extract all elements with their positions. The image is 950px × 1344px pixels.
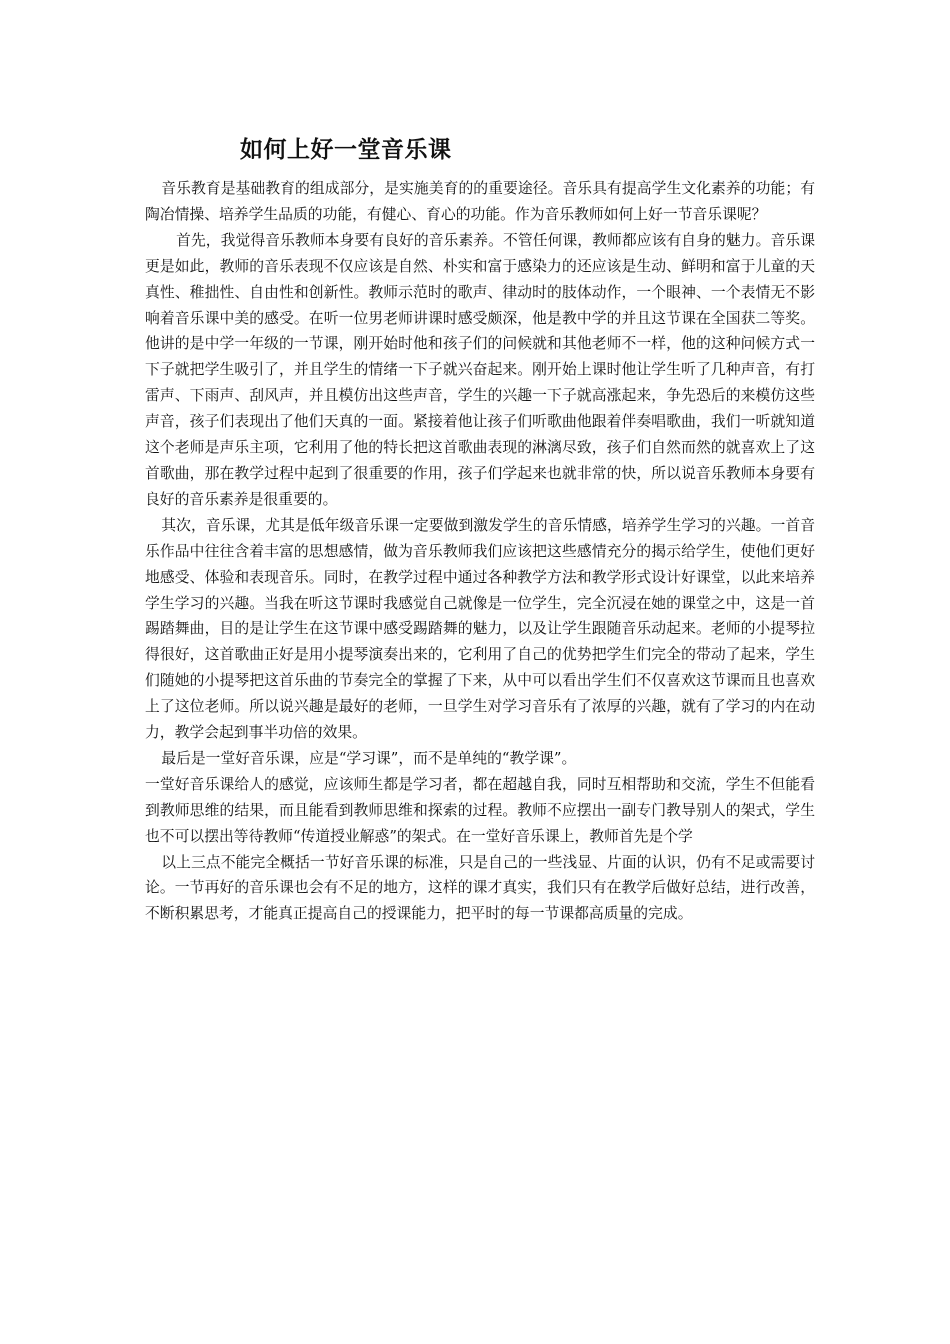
paragraph-conclusion: 以上三点不能完全概括一节好音乐课的标准，只是自己的一些浅显、片面的认识，仍有不足或需要讨论。一节再好的音乐课也会有不足的地方，这样的课才真实，我们只有在教学后做好总结，进行改善，不断积累思考，才能真正提高自己的授课能力，把平时的每一节课都高质量的完成。 bbox=[145, 853, 815, 923]
paragraph-intro: 音乐教育是基础教育的组成部分，是实施美育的的重要途径。音乐具有提高学生文化素养的功能；有陶冶情操、培养学生品质的功能，有健心、育心的功能。作为音乐教师如何上好一节音乐课呢？ bbox=[145, 180, 815, 223]
document-body bbox=[145, 176, 815, 927]
document-title: 如何上好一堂音乐课 bbox=[240, 137, 452, 163]
paragraph-third-point-detail: 一堂好音乐课给人的感觉，应该师生都是学习者，都在超越自我，同时互相帮助和交流，学生不但能看到教师思维的结果，而且能看到教师思维和探索的过程。教师不应摆出一副专门教导别人的架式，学生也不可以摆出等待教师“传道授业解惑”的架式。在一堂好音乐课上，教师首先是个学 bbox=[145, 775, 815, 845]
paragraph-second-point: 其次，音乐课，尤其是低年级音乐课一定要做到激发学生的音乐情感，培养学生学习的兴趣。一首音乐作品中往往含着丰富的思想感情，做为音乐教师我们应该把这些感情充分的揭示给学生，使他们更好地感受、体验和表现音乐。同时，在教学过程中通过各种教学方法和教学形式设计好课堂，以此来培养学生学习的兴趣。当我在听这节课时我感觉自己就像是一位学生，完全沉浸在她的课堂之中，这是一首踢踏舞曲，目的是让学生在这节课中感受踢踏舞的魅力，以及让学生跟随音乐动起来。老师的小提琴拉得很好，这首歌曲正好是用小提琴演奏出来的，它利用了自己的优势把学生们完全的带动了起来，学生们随她的小提琴把这首乐曲的节奏完全的掌握了下来，从中可以看出学生们不仅喜欢这节课而且也喜欢上了这位老师。所以说兴趣是最好的老师，一旦学生对学习音乐有了浓厚的兴趣，就有了学习的内在动力，教学会起到事半功倍的效果。 bbox=[145, 516, 815, 742]
paragraph-third-point: 最后是一堂好音乐课，应是“学习课”，而不是单纯的“教学课”。 bbox=[161, 749, 577, 767]
paragraph-first-point: 首先，我觉得音乐教师本身要有良好的音乐素养。不管任何课，教师都应该有自身的魅力。音乐课更是如此，教师的音乐表现不仅应该是自然、朴实和富于感染力的还应该是生动、鲜明和富于儿童的天真性、稚拙性、自由性和创新性。教师示范时的歌声、律动时的肢体动作，一个眼神、一个表情无不影响着音乐课中美的感受。在听一位男老师讲课时感受颇深，他是教中学的并且这节课在全国获二等奖。他讲的是中学一年级的一节课，刚开始时他和孩子们的问候就和其他老师不一样，他的这种问候方式一下子就把学生吸引了，并且学生的情绪一下子就兴奋起来。刚开始上课时他让学生听了几种声音，有打雷声、下雨声、刮风声，并且模仿出这些声音，学生的兴趣一下子就高涨起来，争先恐后的来模仿这些声音，孩子们表现出了他们天真的一面。紧接着他让孩子们听歌曲他跟着伴奏唱歌曲，我们一听就知道这个老师是声乐主项，它利用了他的特长把这首歌曲表现的淋漓尽致，孩子们自然而然的就喜欢上了这首歌曲，那在教学过程中起到了很重要的作用，孩子们学起来也就非常的快，所以说音乐教师本身要有良好的音乐素养是很重要的。 bbox=[145, 231, 815, 508]
